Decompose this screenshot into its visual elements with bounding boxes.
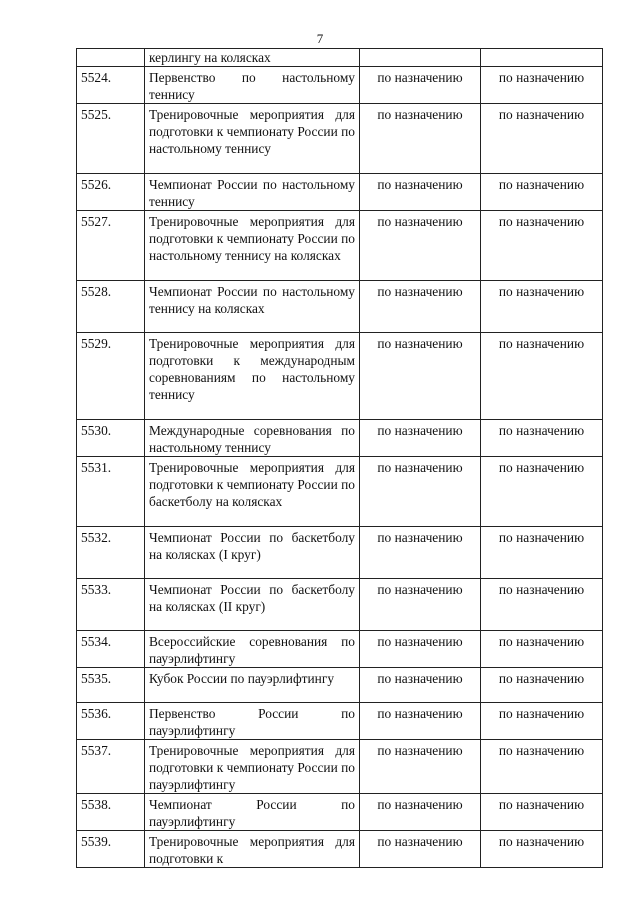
row-number: 5531. bbox=[77, 457, 145, 527]
table-row bbox=[77, 457, 603, 527]
event-name: Первенство России по пауэрлифтингу bbox=[145, 703, 360, 740]
table-row bbox=[77, 211, 603, 281]
cell-value-a: по назначению bbox=[360, 211, 481, 281]
row-number: 5530. bbox=[77, 420, 145, 457]
cell-value-a: по назначению bbox=[360, 104, 481, 174]
table-row bbox=[77, 174, 603, 211]
row-number: 5533. bbox=[77, 579, 145, 631]
events-table-body bbox=[77, 49, 603, 868]
event-name: Первенство по настольному теннису bbox=[145, 67, 360, 104]
table-row bbox=[77, 631, 603, 668]
table-row bbox=[77, 420, 603, 457]
cell-value-b: по назначению bbox=[481, 420, 603, 457]
event-name: Тренировочные мероприятия для подготовки к чемпионату России по баскетболу на колясках bbox=[145, 457, 360, 527]
cell-value-a: по назначению bbox=[360, 703, 481, 740]
table-row bbox=[77, 831, 603, 868]
table-row bbox=[77, 703, 603, 740]
events-table bbox=[76, 48, 603, 868]
cell-value-a: по назначению bbox=[360, 794, 481, 831]
event-name: Кубок России по пауэрлифтингу bbox=[145, 668, 360, 703]
cell-value-a: по назначению bbox=[360, 67, 481, 104]
row-number: 5539. bbox=[77, 831, 145, 868]
event-name: Чемпионат России по баскетболу на колясках (II круг) bbox=[145, 579, 360, 631]
cell-value-b: по назначению bbox=[481, 104, 603, 174]
row-number: 5536. bbox=[77, 703, 145, 740]
row-number: 5529. bbox=[77, 333, 145, 420]
cell-value-b: по назначению bbox=[481, 579, 603, 631]
table-row bbox=[77, 281, 603, 333]
cell-value-a: по назначению bbox=[360, 174, 481, 211]
event-name: Тренировочные мероприятия для подготовки к bbox=[145, 831, 360, 868]
event-name: Тренировочные мероприятия для подготовки к международным соревнованиям по настольному теннису bbox=[145, 333, 360, 420]
cell-value-b: по назначению bbox=[481, 457, 603, 527]
row-number: 5534. bbox=[77, 631, 145, 668]
cell-value-b: по назначению bbox=[481, 631, 603, 668]
row-number: 5524. bbox=[77, 67, 145, 104]
cell-value-b: по назначению bbox=[481, 67, 603, 104]
event-name: Чемпионат России по баскетболу на колясках (I круг) bbox=[145, 527, 360, 579]
event-name: керлингу на колясках bbox=[145, 49, 360, 67]
event-name: Всероссийские соревнования по пауэрлифтингу bbox=[145, 631, 360, 668]
event-name: Чемпионат России по настольному теннису bbox=[145, 174, 360, 211]
table-row bbox=[77, 49, 603, 67]
cell-value-a: по назначению bbox=[360, 333, 481, 420]
cell-value-a: по назначению bbox=[360, 668, 481, 703]
cell-value-b: по назначению bbox=[481, 174, 603, 211]
cell-value-a: по назначению bbox=[360, 281, 481, 333]
row-number: 5537. bbox=[77, 740, 145, 794]
cell-value-b: по назначению bbox=[481, 211, 603, 281]
row-number bbox=[77, 49, 145, 67]
cell-value-b: по назначению bbox=[481, 703, 603, 740]
row-number: 5526. bbox=[77, 174, 145, 211]
cell-value-a: по назначению bbox=[360, 579, 481, 631]
row-number: 5528. bbox=[77, 281, 145, 333]
table-row bbox=[77, 579, 603, 631]
table-row bbox=[77, 104, 603, 174]
cell-value-b: по назначению bbox=[481, 333, 603, 420]
cell-value-a: по назначению bbox=[360, 527, 481, 579]
row-number: 5532. bbox=[77, 527, 145, 579]
table-row bbox=[77, 740, 603, 794]
cell-value-b: по назначению bbox=[481, 527, 603, 579]
cell-value-b: по назначению bbox=[481, 740, 603, 794]
row-number: 5527. bbox=[77, 211, 145, 281]
event-name: Тренировочные мероприятия для подготовки к чемпионату России по пауэрлифтингу bbox=[145, 740, 360, 794]
table-row bbox=[77, 794, 603, 831]
row-number: 5535. bbox=[77, 668, 145, 703]
cell-value-a: по назначению bbox=[360, 831, 481, 868]
table-row bbox=[77, 333, 603, 420]
event-name: Тренировочные мероприятия для подготовки к чемпионату России по настольному теннису на колясках bbox=[145, 211, 360, 281]
cell-value-b: по назначению bbox=[481, 831, 603, 868]
event-name: Тренировочные мероприятия для подготовки к чемпионату России по настольному теннису bbox=[145, 104, 360, 174]
cell-value-a: по назначению bbox=[360, 740, 481, 794]
cell-value-b: по назначению bbox=[481, 794, 603, 831]
event-name: Чемпионат России по пауэрлифтингу bbox=[145, 794, 360, 831]
table-row bbox=[77, 668, 603, 703]
cell-value-a bbox=[360, 49, 481, 67]
row-number: 5525. bbox=[77, 104, 145, 174]
cell-value-a: по назначению bbox=[360, 631, 481, 668]
row-number: 5538. bbox=[77, 794, 145, 831]
table-row bbox=[77, 67, 603, 104]
table-row bbox=[77, 527, 603, 579]
event-name: Чемпионат России по настольному теннису на колясках bbox=[145, 281, 360, 333]
cell-value-b bbox=[481, 49, 603, 67]
cell-value-b: по назначению bbox=[481, 281, 603, 333]
event-name: Международные соревнования по настольному теннису bbox=[145, 420, 360, 457]
cell-value-a: по назначению bbox=[360, 420, 481, 457]
cell-value-a: по назначению bbox=[360, 457, 481, 527]
cell-value-b: по назначению bbox=[481, 668, 603, 703]
page-number: 7 bbox=[316, 31, 324, 46]
